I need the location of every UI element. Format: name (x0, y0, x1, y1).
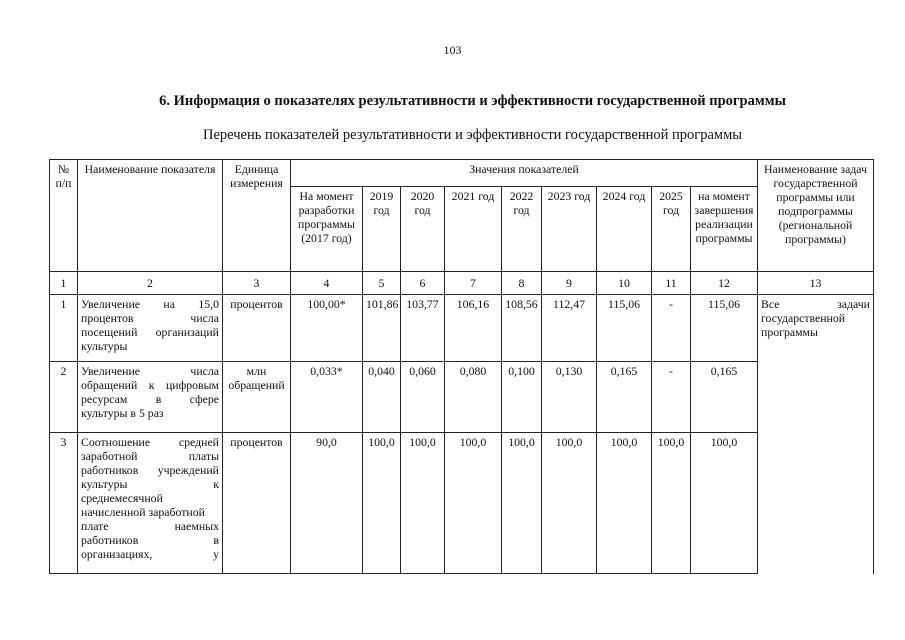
name-line: Увеличение числа (81, 364, 219, 378)
name-line: организациях, у (81, 547, 219, 561)
col-number: 13 (758, 272, 874, 295)
value-2024: 100,0 (597, 433, 652, 574)
value-2024: 115,06 (597, 295, 652, 362)
name-line: Соотношение средней (81, 435, 219, 449)
name-line: заработной платы (81, 449, 219, 463)
name-line: культуры (81, 339, 128, 353)
header-year-2022: 2022 год (502, 187, 542, 272)
value-2023: 100,0 (542, 433, 597, 574)
col-number: 8 (502, 272, 542, 295)
col-number: 7 (445, 272, 502, 295)
value-final: 115,06 (691, 295, 758, 362)
value-baseline: 0,033* (291, 362, 363, 433)
page-number: 103 (443, 43, 462, 57)
name-line: процентов числа (81, 311, 219, 325)
header-year-2021: 2021 год (445, 187, 502, 272)
table-row (50, 295, 874, 362)
value-2023: 0,130 (542, 362, 597, 433)
unit: процентов (223, 433, 291, 574)
value-2021: 106,16 (445, 295, 502, 362)
col-number: 1 (50, 272, 78, 295)
section-title: 6. Информация о показателях результативности и эффективности государственной программы (159, 93, 786, 109)
value-2025: - (652, 362, 691, 433)
value-2025: - (652, 295, 691, 362)
table-row (50, 362, 874, 433)
header-row (50, 160, 874, 187)
value-2020: 103,77 (401, 295, 445, 362)
header-year-2019: 2019 год (363, 187, 401, 272)
value-final: 100,0 (691, 433, 758, 574)
value-final: 0,165 (691, 362, 758, 433)
unit: процентов (223, 295, 291, 362)
header-year-2023: 2023 год (542, 187, 597, 272)
header-year-2024: 2024 год (597, 187, 652, 272)
tasks-cell (758, 295, 874, 574)
value-2021: 100,0 (445, 433, 502, 574)
value-baseline: 90,0 (291, 433, 363, 574)
col-number: 11 (652, 272, 691, 295)
col-number: 5 (363, 272, 401, 295)
header-tasks: Наименование задач государственной программы или подпрограммы (региональной программы) (758, 160, 874, 272)
col-number: 3 (223, 272, 291, 295)
col-number: 10 (597, 272, 652, 295)
column-number-row (50, 272, 874, 295)
unit: млн обращений (223, 362, 291, 433)
value-2019: 100,0 (363, 433, 401, 574)
tasks-text: Все задачи государственной программы (761, 297, 870, 339)
header-year-2025: 2025 год (652, 187, 691, 272)
header-unit: Единица измерения (223, 160, 291, 272)
value-2022: 0,100 (502, 362, 542, 433)
col-number: 9 (542, 272, 597, 295)
value-2019: 0,040 (363, 362, 401, 433)
col-number: 12 (691, 272, 758, 295)
value-2021: 0,080 (445, 362, 502, 433)
name-line: работников в (81, 533, 219, 547)
row-num: 2 (50, 362, 78, 433)
name-line: Увеличение на 15,0 (81, 297, 219, 311)
name-line: обращений к цифровым (81, 378, 219, 392)
indicator-name (78, 362, 223, 433)
col-number: 6 (401, 272, 445, 295)
value-2024: 0,165 (597, 362, 652, 433)
col-number: 4 (291, 272, 363, 295)
value-2020: 0,060 (401, 362, 445, 433)
row-num: 1 (50, 295, 78, 362)
col-number: 2 (78, 272, 223, 295)
header-year-final: на момент завершения реализации программы (691, 187, 758, 272)
indicator-name (78, 295, 223, 362)
value-baseline: 100,00* (291, 295, 363, 362)
header-num: № п/п (50, 160, 78, 272)
name-line: ресурсам в сфере (81, 392, 219, 406)
value-2022: 108,56 (502, 295, 542, 362)
name-line: плате наемных (81, 519, 219, 533)
header-year-2020: 2020 год (401, 187, 445, 272)
name-line: культуры к (81, 477, 219, 491)
name-line: среднемесячной (81, 491, 163, 505)
name-line: посещений организаций (81, 325, 219, 339)
indicators-table (49, 159, 874, 574)
table-row (50, 433, 874, 574)
value-2019: 101,86 (363, 295, 401, 362)
name-line: культуры в 5 раз (81, 406, 164, 420)
value-2020: 100,0 (401, 433, 445, 574)
list-title: Перечень показателей результативности и эффективности государственной программы (202, 127, 743, 143)
indicator-name (78, 433, 223, 574)
value-2023: 112,47 (542, 295, 597, 362)
header-values-group: Значения показателей (291, 160, 758, 187)
header-year-baseline: На момент разработки программы (2017 год) (291, 187, 363, 272)
name-line: работников учреждений (81, 463, 219, 477)
header-name: Наименование показателя (78, 160, 223, 272)
name-line: начисленной заработной (81, 505, 205, 519)
value-2025: 100,0 (652, 433, 691, 574)
value-2022: 100,0 (502, 433, 542, 574)
row-num: 3 (50, 433, 78, 574)
